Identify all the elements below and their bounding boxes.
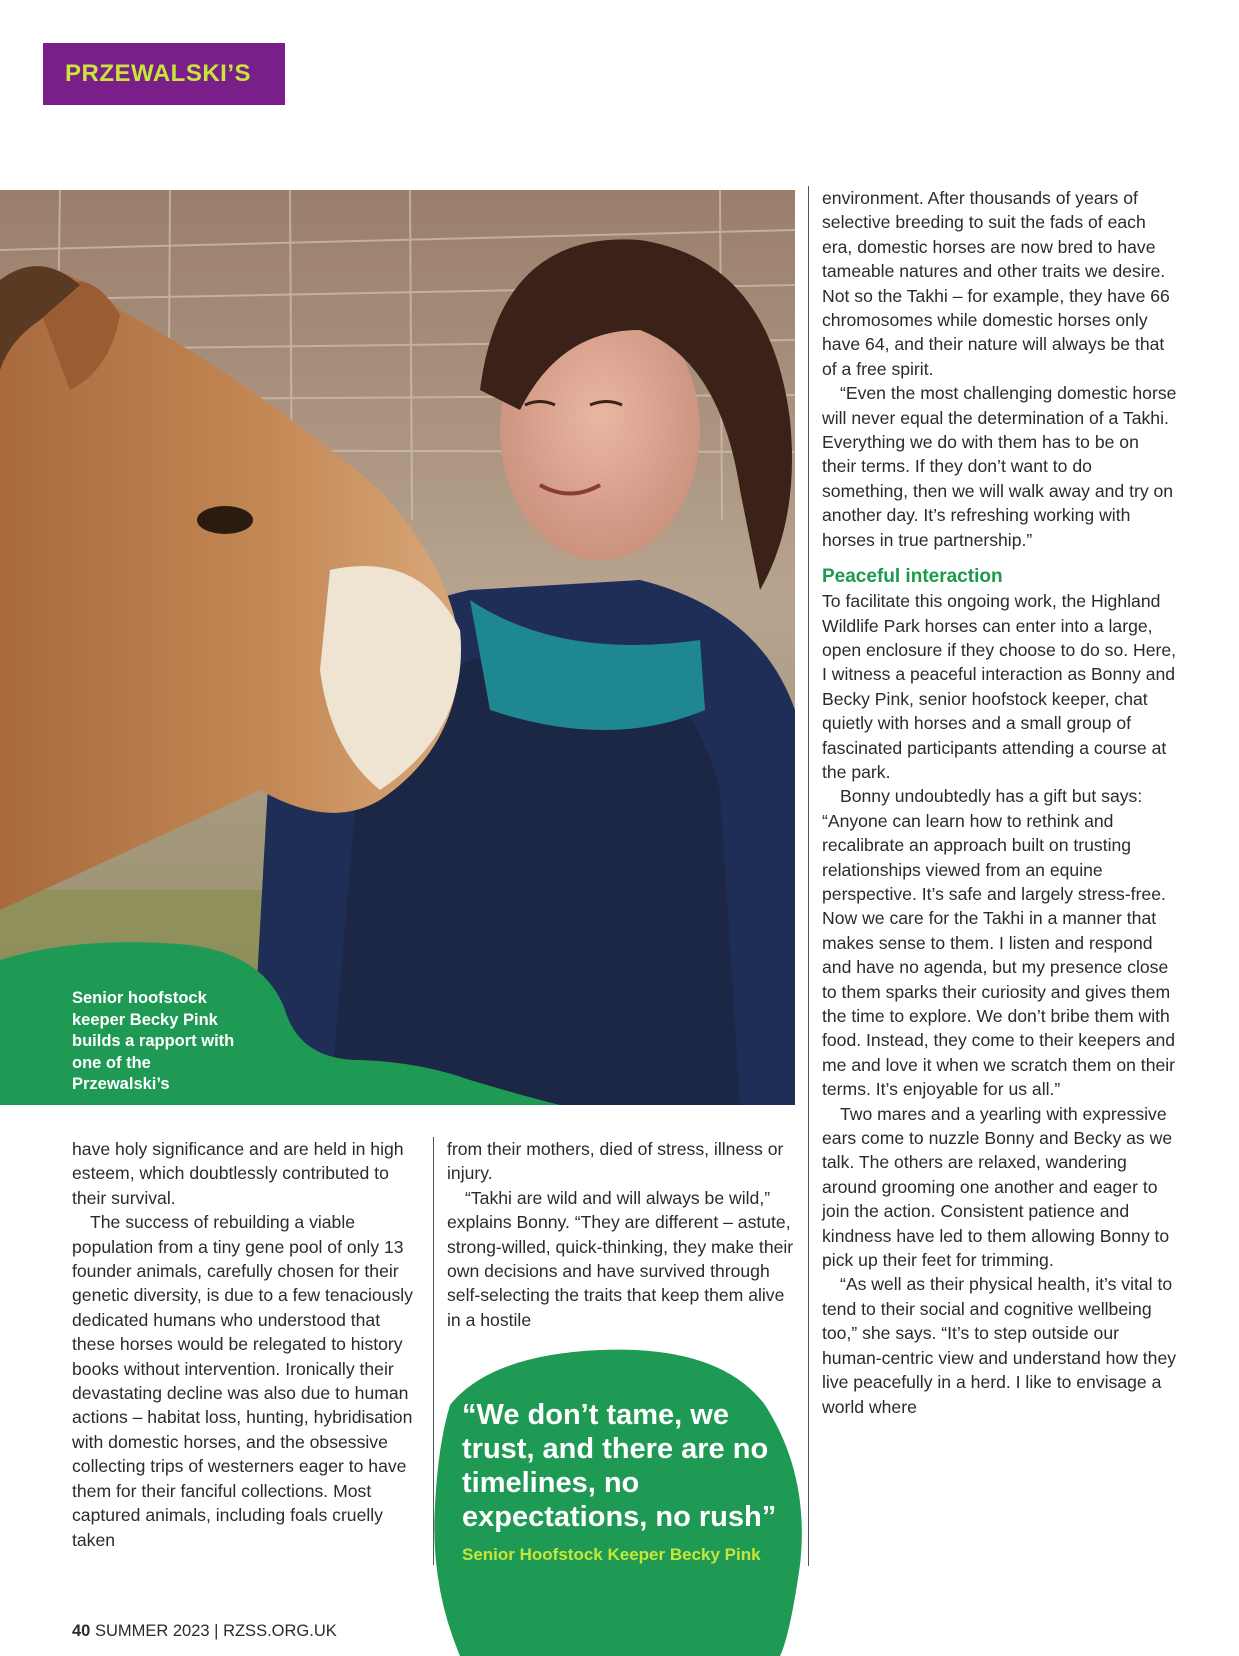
paragraph: To facilitate this ongoing work, the Highland Wildlife Park horses can enter into a large, open enclosure if they choose to do so. Here, I witness a peaceful interaction as Bonny and Becky Pink, senior hoofstock keeper, chat quietly with horses and a small group of fascinated participants attending a course at the park. bbox=[822, 591, 1177, 782]
paragraph: Bonny undoubtedly has a gift but says: “Anyone can learn how to rethink and recalibrate an approach built on trusting relationships viewed from an equine perspective. It’s safe and largely stress-free. Now we care for the Takhi in a manner that makes sense to them. I listen and respond and have no agenda, but my presence close to them sparks their curiosity and gives them the time to explore. We don’t bribe them with food. Instead, they come to their keepers and me and love it when we scratch them on their terms. It’s enjoyable for us all.” bbox=[822, 786, 1176, 1100]
website-label: RZSS.ORG.UK bbox=[223, 1622, 337, 1640]
caption-background-shape bbox=[0, 0, 795, 1110]
paragraph: “As well as their physical health, it’s vital to tend to their social and cognitive wellbeing too,” she says. “It’s to step outside our human-centric view and understand how they live peacefully in a herd. I like to envisage a world where bbox=[822, 1274, 1177, 1417]
photo-caption: Senior hoofstock keeper Becky Pink builds a rapport with one of the Przewalski’s bbox=[72, 989, 235, 1093]
pull-quote-attribution: Senior Hoofstock Keeper Becky Pink bbox=[462, 1545, 761, 1564]
paragraph: have holy significance and are held in high esteem, which doubtlessly contributed to their survival. bbox=[72, 1139, 404, 1208]
section-tag-label: PRZEWALSKI’S bbox=[65, 60, 252, 87]
body-column-3 bbox=[822, 186, 1177, 1419]
page-number: 40 bbox=[72, 1622, 91, 1640]
page-footer bbox=[72, 1622, 337, 1641]
paragraph: The success of rebuilding a viable population from a tiny gene pool of only 13 founder animals, carefully chosen for their genetic diversity, is due to a few tenaciously dedicated humans who understood that these horses would be relegated to history books without intervention. Ironically their devastating decline was also due to human actions – habitat loss, hunting, hybridisation with domestic horses, and the obsessive collecting trips of westerners eager to have them for their fanciful collections. Most captured animals, including foals cruelly taken bbox=[72, 1212, 413, 1550]
subheading: Peaceful interaction bbox=[822, 566, 1003, 588]
issue-label: SUMMER 2023 bbox=[94, 1622, 210, 1640]
footer-separator: | bbox=[214, 1622, 219, 1640]
paragraph: Two mares and a yearling with expressive ears come to nuzzle Bonny and Becky as we talk. The others are relaxed, wandering around grooming one another and eager to join the action. Consistent patience and kindness have led to them allowing Bonny to pick up their feet for trimming. bbox=[822, 1103, 1173, 1271]
paragraph: from their mothers, died of stress, illness or injury. bbox=[447, 1139, 784, 1184]
pull-quote: “We don’t tame, we trust, and there are no timelines, no expectations, no rush” bbox=[462, 1399, 777, 1533]
body-column-2 bbox=[447, 1137, 799, 1332]
paragraph: environment. After thousands of years of selective breeding to suit the fads of each era, domestic horses are now bred to have tameable natures and other traits we desire. Not so the Takhi – for example, they have 66 chromosomes while domestic horses only have 64, and their nature will always be that of a free spirit. bbox=[822, 188, 1170, 379]
paragraph: “Even the most challenging domestic horse will never equal the determination of a Takhi. Everything we do with them has to be on their terms. If they don’t want to do something, then we will walk away and try on another day. It’s refreshing working with horses in true partnership.” bbox=[822, 383, 1177, 550]
body-column-1 bbox=[72, 1137, 417, 1552]
paragraph: “Takhi are wild and will always be wild,” explains Bonny. “They are different – astute, strong-willed, quick-thinking, they make their own decisions and have survived through self-selecting the traits that keep them alive in a hostile bbox=[447, 1187, 794, 1330]
